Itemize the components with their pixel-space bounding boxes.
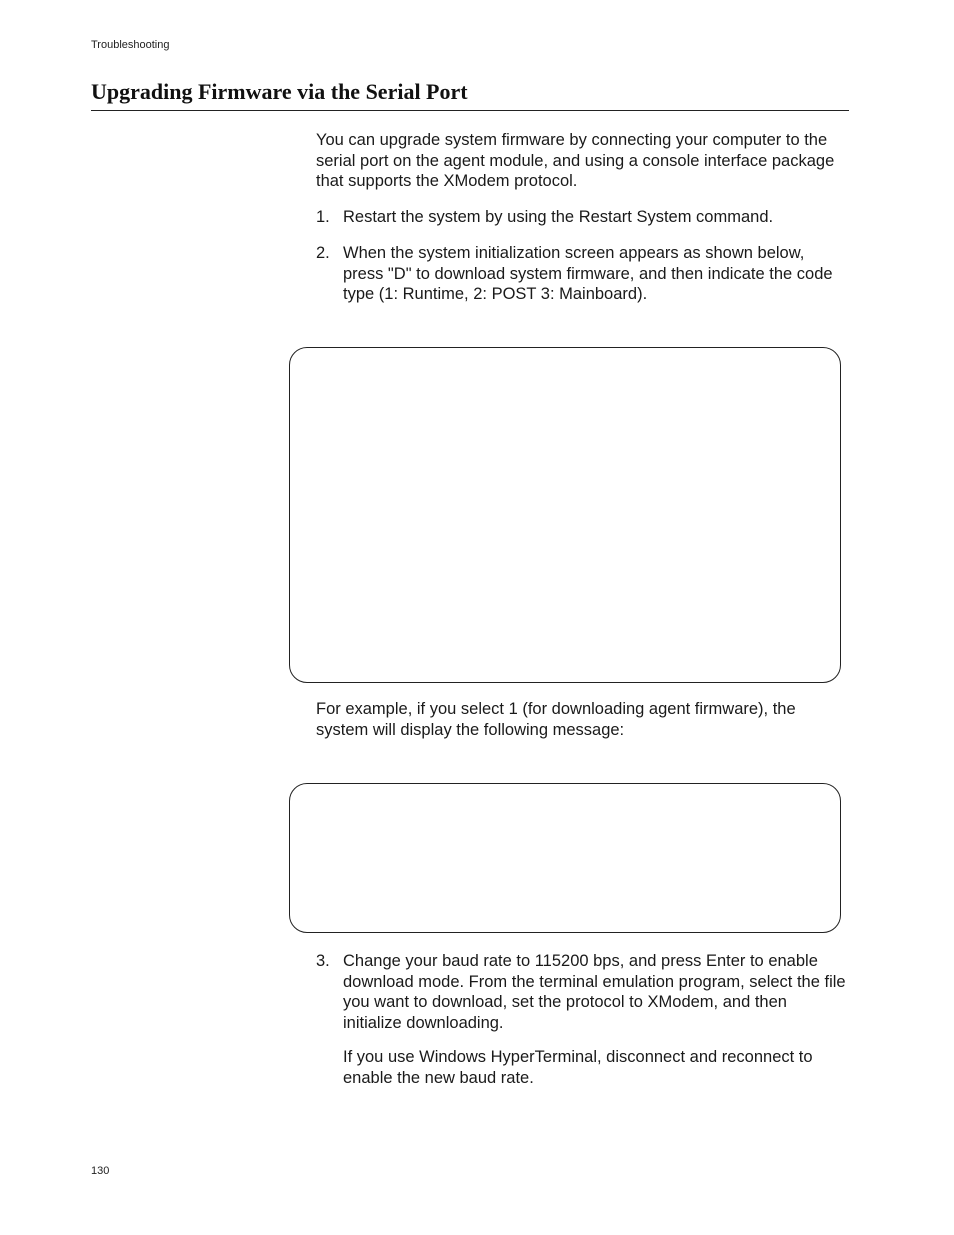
intro-paragraph: You can upgrade system firmware by connecting your computer to the serial port on the agent module, and using a console interface package that supports the XModem protocol. bbox=[316, 131, 835, 190]
step-text: Restart the system by using the Restart System command. bbox=[343, 208, 774, 226]
download-message-box bbox=[289, 783, 841, 933]
step-number: 1. bbox=[316, 208, 330, 226]
step-number: 3. bbox=[316, 952, 330, 970]
step-2 bbox=[316, 243, 848, 305]
page-number: 130 bbox=[91, 1165, 110, 1177]
step-1 bbox=[316, 207, 848, 228]
running-header: Troubleshooting bbox=[91, 39, 170, 51]
step-text: Change your baud rate to 115200 bps, and press Enter to enable download mode. From the terminal emulation program, select the file you want to download, set the protocol to XModem, and then initialize downloading. bbox=[343, 952, 846, 1032]
step-3 bbox=[316, 951, 848, 1033]
title-rule bbox=[91, 110, 849, 111]
step-text: When the system initialization screen appears as shown below, press "D" to download system firmware, and then indicate the code type (1: Runtime, 2: POST 3: Mainboard). bbox=[343, 244, 833, 303]
initialization-screen-box bbox=[289, 347, 841, 683]
section-title: Upgrading Firmware via the Serial Port bbox=[91, 79, 468, 104]
example-paragraph: For example, if you select 1 (for downloading agent firmware), the system will display the following message: bbox=[316, 700, 796, 739]
hyperterminal-note: If you use Windows HyperTerminal, disconnect and reconnect to enable the new baud rate. bbox=[343, 1048, 813, 1087]
step-number: 2. bbox=[316, 244, 330, 262]
